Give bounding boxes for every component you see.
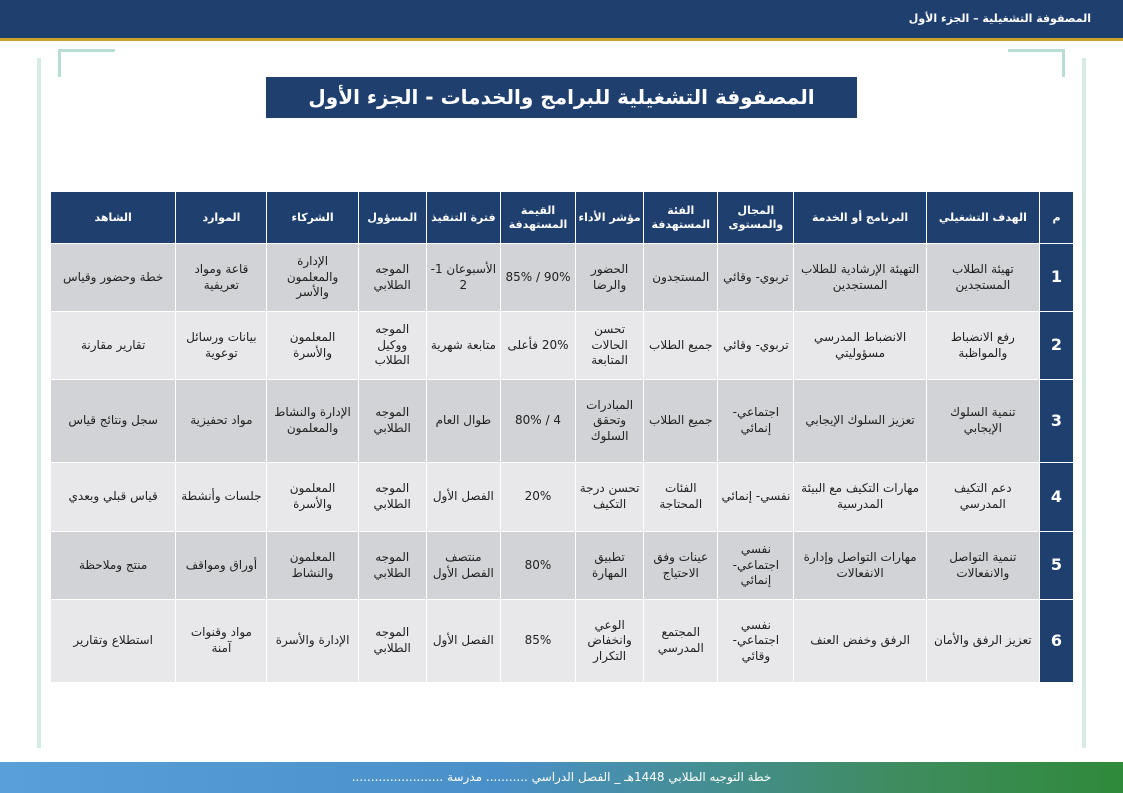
row-number: 4 (1039, 463, 1073, 532)
table-cell: جميع الطلاب (644, 312, 718, 380)
table-cell: تقارير مقارنة (51, 312, 176, 380)
table-cell: الموجه الطلابي (358, 380, 426, 463)
column-header: فترة التنفيذ (426, 192, 500, 244)
table-cell: جميع الطلاب (644, 380, 718, 463)
table-cell: تطبيق المهارة (576, 532, 644, 600)
table-cell: تعزيز الرفق والأمان (926, 600, 1039, 683)
table-cell: 85% (500, 600, 575, 683)
table-cell: تنمية السلوك الإيجابي (926, 380, 1039, 463)
row-number: 5 (1039, 532, 1073, 600)
table-cell: مهارات التكيف مع البيئة المدرسية (794, 463, 926, 532)
table-cell: اجتماعي- إنمائي (718, 380, 794, 463)
column-header: مؤشر الأداء (576, 192, 644, 244)
table-cell: دعم التكيف المدرسي (926, 463, 1039, 532)
column-header: الشاهد (51, 192, 176, 244)
table-cell: رفع الانضباط والمواظبة (926, 312, 1039, 380)
row-number: 3 (1039, 380, 1073, 463)
table-cell: تحسن الحالات المتابعة (576, 312, 644, 380)
table-cell: الإدارة والنشاط والمعلمون (267, 380, 358, 463)
table-cell: المبادرات وتحقق السلوك (576, 380, 644, 463)
table-cell: الأسبوعان 1-2 (426, 244, 500, 312)
table-cell: أوراق ومواقف (176, 532, 267, 600)
table-cell: 80% (500, 532, 575, 600)
table-cell: سجل ونتائج قياس (51, 380, 176, 463)
table-cell: عينات وفق الاحتياج (644, 532, 718, 600)
table-cell: الموجه الطلابي (358, 532, 426, 600)
table-cell: 4 / 80% (500, 380, 575, 463)
table-cell: الحضور والرضا (576, 244, 644, 312)
table-cell: تهيئة الطلاب المستجدين (926, 244, 1039, 312)
corner-bracket-top-left-vertical (58, 49, 61, 77)
frame-left-border (37, 58, 41, 748)
table-cell: الموجه الطلابي (358, 244, 426, 312)
table-cell: التهيئة الإرشادية للطلاب المستجدين (794, 244, 926, 312)
table-cell: قياس قبلي وبعدي (51, 463, 176, 532)
table-cell: نفسي- إنمائي (718, 463, 794, 532)
table-cell: 90% / 85% (500, 244, 575, 312)
table-cell: المعلمون والأسرة (267, 312, 358, 380)
table-cell: مواد وقنوات آمنة (176, 600, 267, 683)
table-cell: متابعة شهرية (426, 312, 500, 380)
column-header: القيمة المستهدفة (500, 192, 575, 244)
corner-bracket-top-left (58, 49, 115, 52)
table-cell: تربوي- وقائي (718, 312, 794, 380)
table-cell: جلسات وأنشطة (176, 463, 267, 532)
table-cell: الانضباط المدرسي مسؤوليتي (794, 312, 926, 380)
table-row (51, 244, 1074, 312)
table-cell: منتصف الفصل الأول (426, 532, 500, 600)
table-row (51, 600, 1074, 683)
column-header: الفئة المستهدفة (644, 192, 718, 244)
table-header-row (51, 192, 1074, 244)
column-header: الهدف التشغيلي (926, 192, 1039, 244)
table-cell: تربوي- وقائي (718, 244, 794, 312)
row-number: 1 (1039, 244, 1073, 312)
table-row (51, 380, 1074, 463)
table-row (51, 532, 1074, 600)
table-cell: بيانات ورسائل توعوية (176, 312, 267, 380)
column-header: الموارد (176, 192, 267, 244)
table-cell: الفصل الأول (426, 463, 500, 532)
table-row (51, 463, 1074, 532)
row-number: 6 (1039, 600, 1073, 683)
column-header: م (1039, 192, 1073, 244)
column-header: البرنامج أو الخدمة (794, 192, 926, 244)
header-accent-line (0, 38, 1123, 41)
corner-bracket-top-right (1008, 49, 1065, 52)
corner-bracket-top-right-vertical (1062, 49, 1065, 77)
operational-matrix-table (50, 191, 1074, 683)
table-cell: مواد تحفيزية (176, 380, 267, 463)
header-title: المصفوفة التشغيلية – الجزء الأول (908, 12, 1091, 25)
column-header: الشركاء (267, 192, 358, 244)
table-cell: الفئات المحتاجة (644, 463, 718, 532)
table-cell: خطة وحضور وقياس (51, 244, 176, 312)
table-cell: منتج وملاحظة (51, 532, 176, 600)
column-header: المجال والمستوى (718, 192, 794, 244)
table-cell: نفسي اجتماعي- إنمائي (718, 532, 794, 600)
table-cell: تنمية التواصل والانفعالات (926, 532, 1039, 600)
table-cell: مهارات التواصل وإدارة الانفعالات (794, 532, 926, 600)
table-cell: المستجدون (644, 244, 718, 312)
table-cell: 20% (500, 463, 575, 532)
table-cell: الوعي وانخفاض التكرار (576, 600, 644, 683)
table-cell: طوال العام (426, 380, 500, 463)
table-cell: الفصل الأول (426, 600, 500, 683)
table-cell: المعلمون والأسرة (267, 463, 358, 532)
row-number: 2 (1039, 312, 1073, 380)
table-cell: استطلاع وتقارير (51, 600, 176, 683)
table-cell: نفسي اجتماعي- وقائي (718, 600, 794, 683)
table-cell: الرفق وخفض العنف (794, 600, 926, 683)
column-header: المسؤول (358, 192, 426, 244)
table-cell: المعلمون والنشاط (267, 532, 358, 600)
table-cell: 20% فأعلى (500, 312, 575, 380)
table-cell: الإدارة والمعلمون والأسر (267, 244, 358, 312)
page-title: المصفوفة التشغيلية للبرامج والخدمات - الجزء الأول (266, 77, 857, 118)
table-cell: الموجه ووكيل الطلاب (358, 312, 426, 380)
table-cell: الإدارة والأسرة (267, 600, 358, 683)
table-cell: تحسن درجة التكيف (576, 463, 644, 532)
table-row (51, 312, 1074, 380)
table-cell: المجتمع المدرسي (644, 600, 718, 683)
frame-right-border (1082, 58, 1086, 748)
table-cell: تعزيز السلوك الإيجابي (794, 380, 926, 463)
table-cell: قاعة ومواد تعريفية (176, 244, 267, 312)
table-cell: الموجه الطلابي (358, 463, 426, 532)
table-cell: الموجه الطلابي (358, 600, 426, 683)
footer-text: خطة التوجيه الطلابي 1448هـ _ الفصل الدراسي ........... مدرسة ........................ (351, 770, 772, 784)
